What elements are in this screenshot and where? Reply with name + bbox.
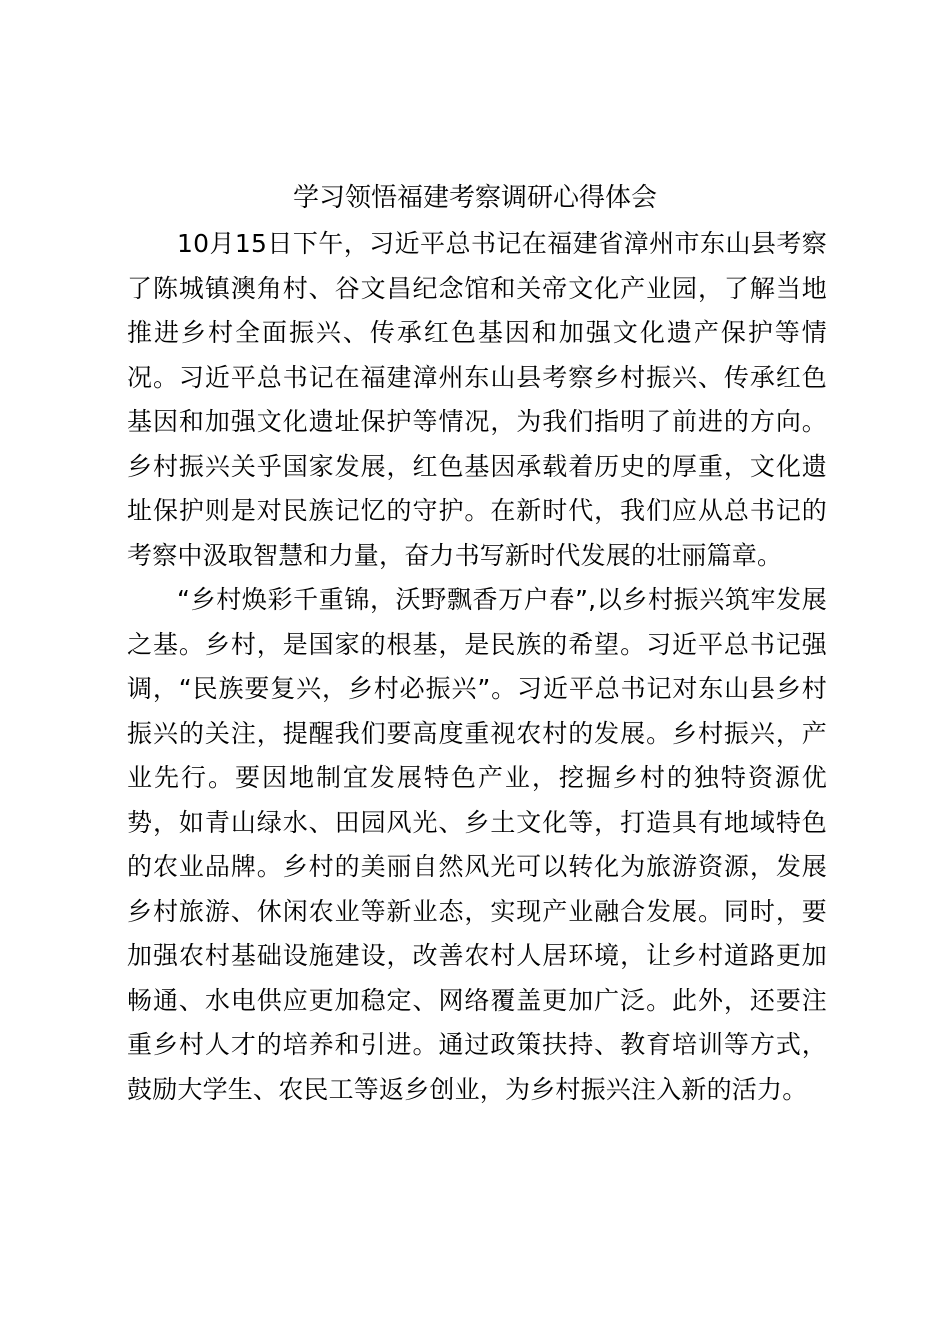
paragraph-intro: 10月15日下午，习近平总书记在福建省漳州市东山县考察了陈城镇澳角村、谷文昌纪念馆和关帝文化产业园，了解当地推进乡村全面振兴、传承红色基因和加强文化遗产保护等情况。习近平总书记在福建漳州东山县考察乡村振兴、传承红色基因和加强文化遗址保护等情况，为我们指明了前进的方向。乡村振兴关乎国家发展，红色基因承载着历史的厚重，文化遗址保护则是对民族记忆的守护。在新时代，我们应从总书记的考察中汲取智慧和力量，奋力书写新时代发展的壮丽篇章。 <box>127 229 827 570</box>
document-title: 学习领悟福建考察调研心得体会 <box>292 183 657 213</box>
document-body <box>127 222 827 1112</box>
paragraph-rural-revitalization: “乡村焕彩千重锦，沃野飘香万户春”,以乡村振兴筑牢发展之基。乡村，是国家的根基，是民族的希望。习近平总书记强调，“民族要复兴，乡村必振兴”。习近平总书记对东山县乡村振兴的关注，提醒我们要高度重视农村的发展。乡村振兴，产业先行。要因地制宜发展特色产业，挖掘乡村的独特资源优势，如青山绿水、田园风光、乡土文化等，打造具有地域特色的农业品牌。乡村的美丽自然风光可以转化为旅游资源，发展乡村旅游、休闲农业等新业态，实现产业融合发展。同时，要加强农村基础设施建设，改善农村人居环境，让乡村道路更加畅通、水电供应更加稳定、网络覆盖更加广泛。此外，还要注重乡村人才的培养和引进。通过政策扶持、教育培训等方式，鼓励大学生、农民工等返乡创业，为乡村振兴注入新的活力。 <box>127 585 827 1104</box>
